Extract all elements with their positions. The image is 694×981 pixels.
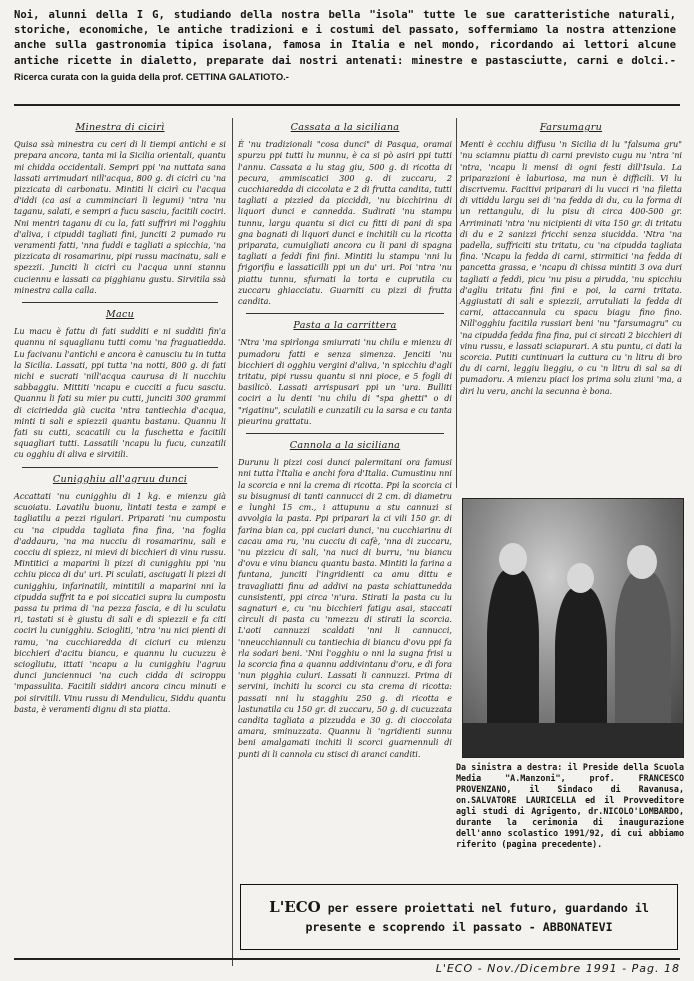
intro-credit: Ricerca curata con la guida della prof. CETTINA GALATIOTO.- (14, 70, 289, 82)
column-divider (232, 118, 233, 966)
section-title: Pasta a la carrittera (293, 320, 397, 332)
ceremony-photo (462, 498, 684, 758)
divider (246, 313, 444, 314)
figure-left (487, 569, 539, 739)
divider (22, 467, 218, 468)
figure-right (615, 571, 671, 739)
subscribe-eco: L'ECO (269, 897, 321, 916)
section-macu (14, 309, 226, 461)
photo-caption: Da sinistra a destra: il Preside della Scuola Media "A.Manzoni", prof. FRANCESCO PROVENZANO, il Sindaco di Ravanusa, on.SALVATORE LAURICELLA ed il Provveditore agli studi di Agrigento, dr.NICOLO'LOMBARDO, durante la cerimonia di inaugurazione dell'anno scolastico 1991/92, di cui abbiamo riferito (pagina precedente). (456, 762, 684, 849)
divider (22, 302, 218, 303)
section-text: Lu macu è fattu di fati sudditi e ni sudditi fin'a quannu ni squaglianu tutti comu 'na fraguatiedda. Lu facivanu l'antichi e ancora è canusciu tu in tutta la Sicilia. Lassati, ppi tutta 'na notti, 800 g. di fati nichi e sucrati 'nill'acqua caurusa di li nucchiu sabbaggiu. Mittiti 'ncapu e cucciti a fucu sasciu. Quannu li fati su mier pu cutti, junciti 300 grammi di ciciriedda già cucita 'ntra tantiechia d'acqua, minti ti sali e spiezzii quantu bastanu. Quannu li fati su cutti, scacatili cu la fuschetta e facitili squagliari tutti. Lassatili 'ncapu lu fucu, cunzatili cu ogghiu di aliva e sirvitili. (14, 326, 226, 460)
column-right (460, 116, 682, 397)
subscribe-box (240, 884, 678, 950)
section-text: Accattati 'nu cunigghiu di 1 kg. e mienzu già scuoiatu. Lavatilu buonu, lintati testa e zampi e tagliatilu a pezzi rigulari. Priparati 'nu cumpostu cu 'na cipudda tagliata fina fina, 'na foglia d'addauru, 'na ma nucciu di rosamarinu, sali e cocciu di spiezz, ni mievi di bicchieri di vinu russu. Mintitici a maparini li pizzi di cunigghiu ppi 'nu cchiu picca di du' uri. Pi sculati, asciugati li pizzi di cunigghiu, infarinatili, mintitili a maparini nni la cipudda suffrit ta e poi siccatici supra lu cumpostu passa tu prima di 'na pezza fascia, e di lu sculatu ri, tastati si è giustu di sali e di spiezzii e fa citi cociri lu cunigghiu. Sciogliti, 'ntra 'nu nici pienti di ramu, 'na cucchiaredda di ciciuri cu mienzu bicchieri d'acitu biancu, e quannu lu cucuzzu è sciogliutu, ittati 'ncapu a lu cunigghiu l'agruu dunci junciennuci 'na cuch cidda di sciroppu 'mpassulita. Facitili siddiri ancora cincu minuti e poi sirvitili. Vinu russu di Mendulicu, Siddu quantu basta, è veramenti dignu di sta piatta. (14, 490, 226, 714)
subscribe-content (251, 898, 667, 937)
header-rule (14, 104, 680, 106)
page-footer: L'ECO - Nov./Dicembre 1991 - Pag. 18 (435, 962, 680, 975)
column-divider (456, 118, 457, 488)
section-title: Cunigghiu all'agruu dunci (52, 473, 188, 485)
section-cunigghiu (14, 474, 226, 715)
figure-left-head (499, 543, 527, 575)
section-text: Durunu li pizzi cosi dunci palermitani ora famusi nni tutta l'Italia e anchi fora d'Italia. Cumustinu nni la scorcia e nni la crema di ricotta. Ppi la scorcia ci su bisugnusi di tanti cannucci di 2 cm. di diametru e lunghi 15 cm., i attupunu a stu cannuzi si avvolgia la pasta. Ppi priparari la ci vili 150 gr. di farina bian ca, ppi cuciari dunci, 'nu cucchiarinu di cacau ama ru, 'nu cucciu di cafè, 'nna di zuccaru, 'nu pizzicu di sali, 'na nuci di burru, 'nu biancu d'ovu e vinu biancu quantu basta. Mintiti la farina a funtana, junciti l'ingridienti ca amu dittu e travagliatti finu ad addivi na pasta schiattunedda cunsistenti, ppi circa 'n'ura. Stirati la pasta cu lu sagnaturi e, cu 'nu bicchieri fatigu asai, staccati cìrculi di pasta cu 'nmezzu di stirati la scorcia. L'aoti cannuzzi scaldati 'nni li cannucci, 'nneucchiannuli cu tantiechia di biancu d'ovu ppi fa rla sodari beni. 'Nni l'ogghiu o nni la sugna frisi u la scorcia fina a quannu addivintanu d'oru, e di fora 'nun pigghia culuri. Lassati li cannuzzi. Prima di servini, inchiti lu scorci cu sta crema di ricotta: passati nni lu stagghiu 250 g. di ricotta e lastunatila cu 150 gr. di zuccaru, 50 g. di cucuzzata candita tagliata a pizzudda e 30 g. di cioccolata amara, sminuzzata. Quannu li 'ngridienti sunnu beni amalgamati inchiti li scorci guarnennuli di punti di li cannola cu stisci di aranci canditi. (238, 457, 452, 759)
column-middle (238, 116, 452, 760)
intro-text: Noi, alunni della I G, studiando della nostra bella "isola" tutte le sue caratteristiche naturali, storiche, economiche, le antiche tradizioni e i costumi del passato, soffermiamo la nostra attenzione anche sulla gastronomia tipica isolana, famosa in Italia e nel mondo, ricordando ai lettori alcune antiche ricette in dialetto, preparate dai nostri antenati: minestre e pastasciutte, carni e dolci.- (14, 9, 676, 67)
intro-paragraph (14, 8, 676, 85)
section-text: Quisa ssà minestra cu ceri di li tiempi antichi e si prepara ancora, tanta mi la Sicilia orientali, quantu mi chidda occidentali. Sempri ppi 'na nuttata sana lassati arrimudari nill'acqua, 800 g. di cicirì cu 'na pizzicata di carbonatu. Mintiti li cicirì cu l'acqua d'iddi (ca asi a cumminciari li legumi) 'ntra 'nu taganu, salati, e sempri a fucu sasciu, facitili cociri. Nni mentri taganu di cu la, fati suffriri mi l'ogghiu d'aliva, i cipuddi tagliati fini, junciti 2 pumado ru veramenti fatti, 'nna fuddi e tagliati a spicchia, 'na pizzicata di rosamarinu, pipi russu macinatu, sali e spezzii. Junciti li cicirì cu l'acqua unni stannu cuciennu e lassati ca pigghianu gustu. Sirvitila ssà minestra calla calla. (14, 139, 226, 295)
section-title: Minestra di cicirì (75, 122, 165, 133)
footer-rule (14, 958, 680, 960)
section-title: Cassata a la siciliana (290, 122, 400, 133)
section-title: Cannola a la siciliana (289, 440, 401, 452)
section-text: Menti è ccchiu diffusu 'n Sicilia di lu "falsuma gru" 'nu sciamnu piattu di carni previsto cugu nu 'ntra 'ni 'ntra, 'ncapu li mensi di ogni festi dill'Isula. La priparazioni è laburiosa, ma nun è difficili. Vi lu discrivemu. Facitivi priparari di lu vucci ri 'na filetta di vitiddu largu sei di 'na fedda di du, cu la forma di un rettangulu, di lu pisu di circa 400-500 gr. Arriminati 'ntra 'nu nicipienti di vita 150 gr. di tritatu di du e 2 sanizzi fricchi senza siucidda. 'Ntra 'na padella, suffriciti stu tritatu, cu 'na cipudda tagliata fina. 'Ncapu la fedda di carni, stirmitici 'na fedda di pancetta grassa, e 'ncapu di chissa mintiti 3 ova duri tagliati a feddi, picu 'nu pisu a pirudda, 'nu spicchiu d'agliu tritatu fini fini e poi, la carni tritata. Aggiustati di sali e spiezzii, arrutuliati la fedda di carni, attaccannula cu spacu biagu fino fino. Nill'ogghiu facitila russiari beni 'nu "farsumagru" cu 'na cipudda fedda fina fina, pui ci sircati 2 bicchieri di vinu russu, e lassati sciapurari. A stu puntu, ci dati la scorcia. Putiti cuntinuari la cuttura cu 'n litru di bro du di carni, leggiu lieggiu, o cu 'n litru di sal sa di pumadoru. A mienzu piaci los prima solu ziuni 'ma, a diri lu veru, anchi la secunna è bona. (460, 139, 682, 396)
column-left (14, 116, 226, 715)
figure-middle (555, 587, 607, 739)
subscribe-text: per essere proiettati nel futuro, guardando il presente e scoprendo il passato - ABBONATEVI (305, 900, 649, 934)
section-title: Farsumagru (539, 122, 603, 133)
section-cassata (238, 122, 452, 307)
photo-foreground (463, 723, 683, 757)
section-minestra (14, 122, 226, 296)
section-title: Macu (105, 309, 135, 321)
figure-middle-head (567, 563, 594, 593)
section-farsumagru (460, 122, 682, 397)
figure-right-head (627, 545, 657, 579)
section-pasta (238, 320, 452, 427)
divider (246, 433, 444, 434)
section-text: 'Ntra 'ma spirlonga smiurrati 'nu chilu e mienzu di pumadoru fatti e senza simenza. Jenciti 'nu bicchieri di ogghiu vergini d'aliva, 'n spicchiu d'agli tritatu, pipi russu quantu si nni pioce, e 5 fogli di basilicò. Lassati arrispusari ppi un 'ura. Bulliti cociri a lu denti 'nu chilu di "spa ghetti" o di "rigatinu", sculatili e cunzatili cu la sarsa e cu tanta pieurinu grattatu. (238, 337, 452, 426)
section-text: È 'nu tradizionali "cosa dunci" di Pasqua, oramai spurzu ppi tutti lu munnu, è ca si pò asiri ppi tutti l'annu. Cassata a lu stag giu, 500 g. di ricotta di pecura, ammiscatici 300 g. di zuccaru, 2 cucchiaredda di ciccolata e 2 di frutta candita, tutti tagliati a pizzied da picciddi, 'nu bicchirinu di liquori dunci e cannedda. Sudirati 'nu stampu tunnu, largu quantu si dici cu fitti di pani di spa gna bagnati di liquori dunci e inchitili cu la ricotta priparata, cumuigliati ancora cu li pani di spagna tagliati a feddi fini fini. Mintiti lu stampu 'nni lu frigorifiu e lassaticilli ppi un du' uri. Poi 'ntra 'nu piattu tunnu, sfurnati la torta e cuprutila cu zuccaru ghiacciatu. Guarniti cu pizzi di frutta candita. (238, 139, 452, 307)
section-cannola (238, 440, 452, 760)
